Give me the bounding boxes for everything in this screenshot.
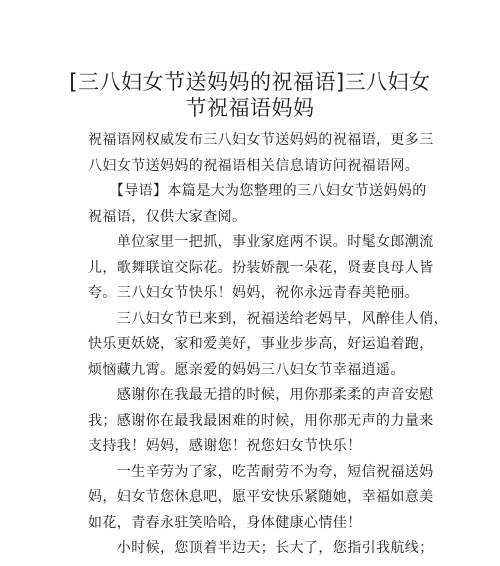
body-line: 快乐更妖娆，家和爱美好，事业步步高，好运追着跑， xyxy=(88,336,434,352)
body-line: 支持我！妈妈，感谢您！祝您妇女节快乐！ xyxy=(88,438,362,454)
body-line: 祝福语，仅供大家查阅。 xyxy=(88,208,247,225)
document-title-line-2: 节祝福语妈妈 xyxy=(185,96,315,120)
body-line: 小时候，您顶着半边天；长大了，您指引我航线； xyxy=(88,540,434,556)
body-line: 三八妇女节已来到，祝福送给老妈早，风醉佳人俏， xyxy=(88,310,448,327)
body-line: 【导语】本篇是大为您整理的三八妇女节送妈妈的 xyxy=(88,183,427,199)
body-line: 儿，歌舞联谊交际花。扮装娇靓一朵花，贤妻良母人皆 xyxy=(88,259,434,276)
body-line: 一生辛劳为了家，吃苦耐劳不为夸，短信祝福送妈 xyxy=(88,463,434,480)
body-line: 我；感谢你在最我最困难的时候，用你那无声的力量来 xyxy=(88,412,434,429)
body-line: 感谢你在我最无措的时候，用你那柔柔的声音安慰 xyxy=(88,387,434,403)
body-line: 八妇女节送妈妈的祝福语相关信息请访问祝福语网。 xyxy=(88,157,420,174)
body-line: 祝福语网权威发布三八妇女节送妈妈的祝福语，更多三 xyxy=(88,132,434,148)
body-line: 夸。三八妇女节快乐！妈妈，祝你永远青春美艳丽。 xyxy=(88,285,420,301)
body-line: 单位家里一把抓，事业家庭两不误。时髦女郎潮流 xyxy=(88,234,434,250)
body-line: 烦恼藏九霄。愿亲爱的妈妈三八妇女节幸福逍遥。 xyxy=(88,361,405,378)
body-line: 妈，妇女节您休息吧，愿平安快乐紧随她，幸福如意美 xyxy=(88,489,434,505)
body-line: 如花，青春永驻笑哈哈，身体健康心情佳！ xyxy=(88,514,362,531)
document-title-line-1: [三八妇女节送妈妈的祝福语]三八妇女 xyxy=(69,70,431,94)
document-body xyxy=(88,128,448,562)
